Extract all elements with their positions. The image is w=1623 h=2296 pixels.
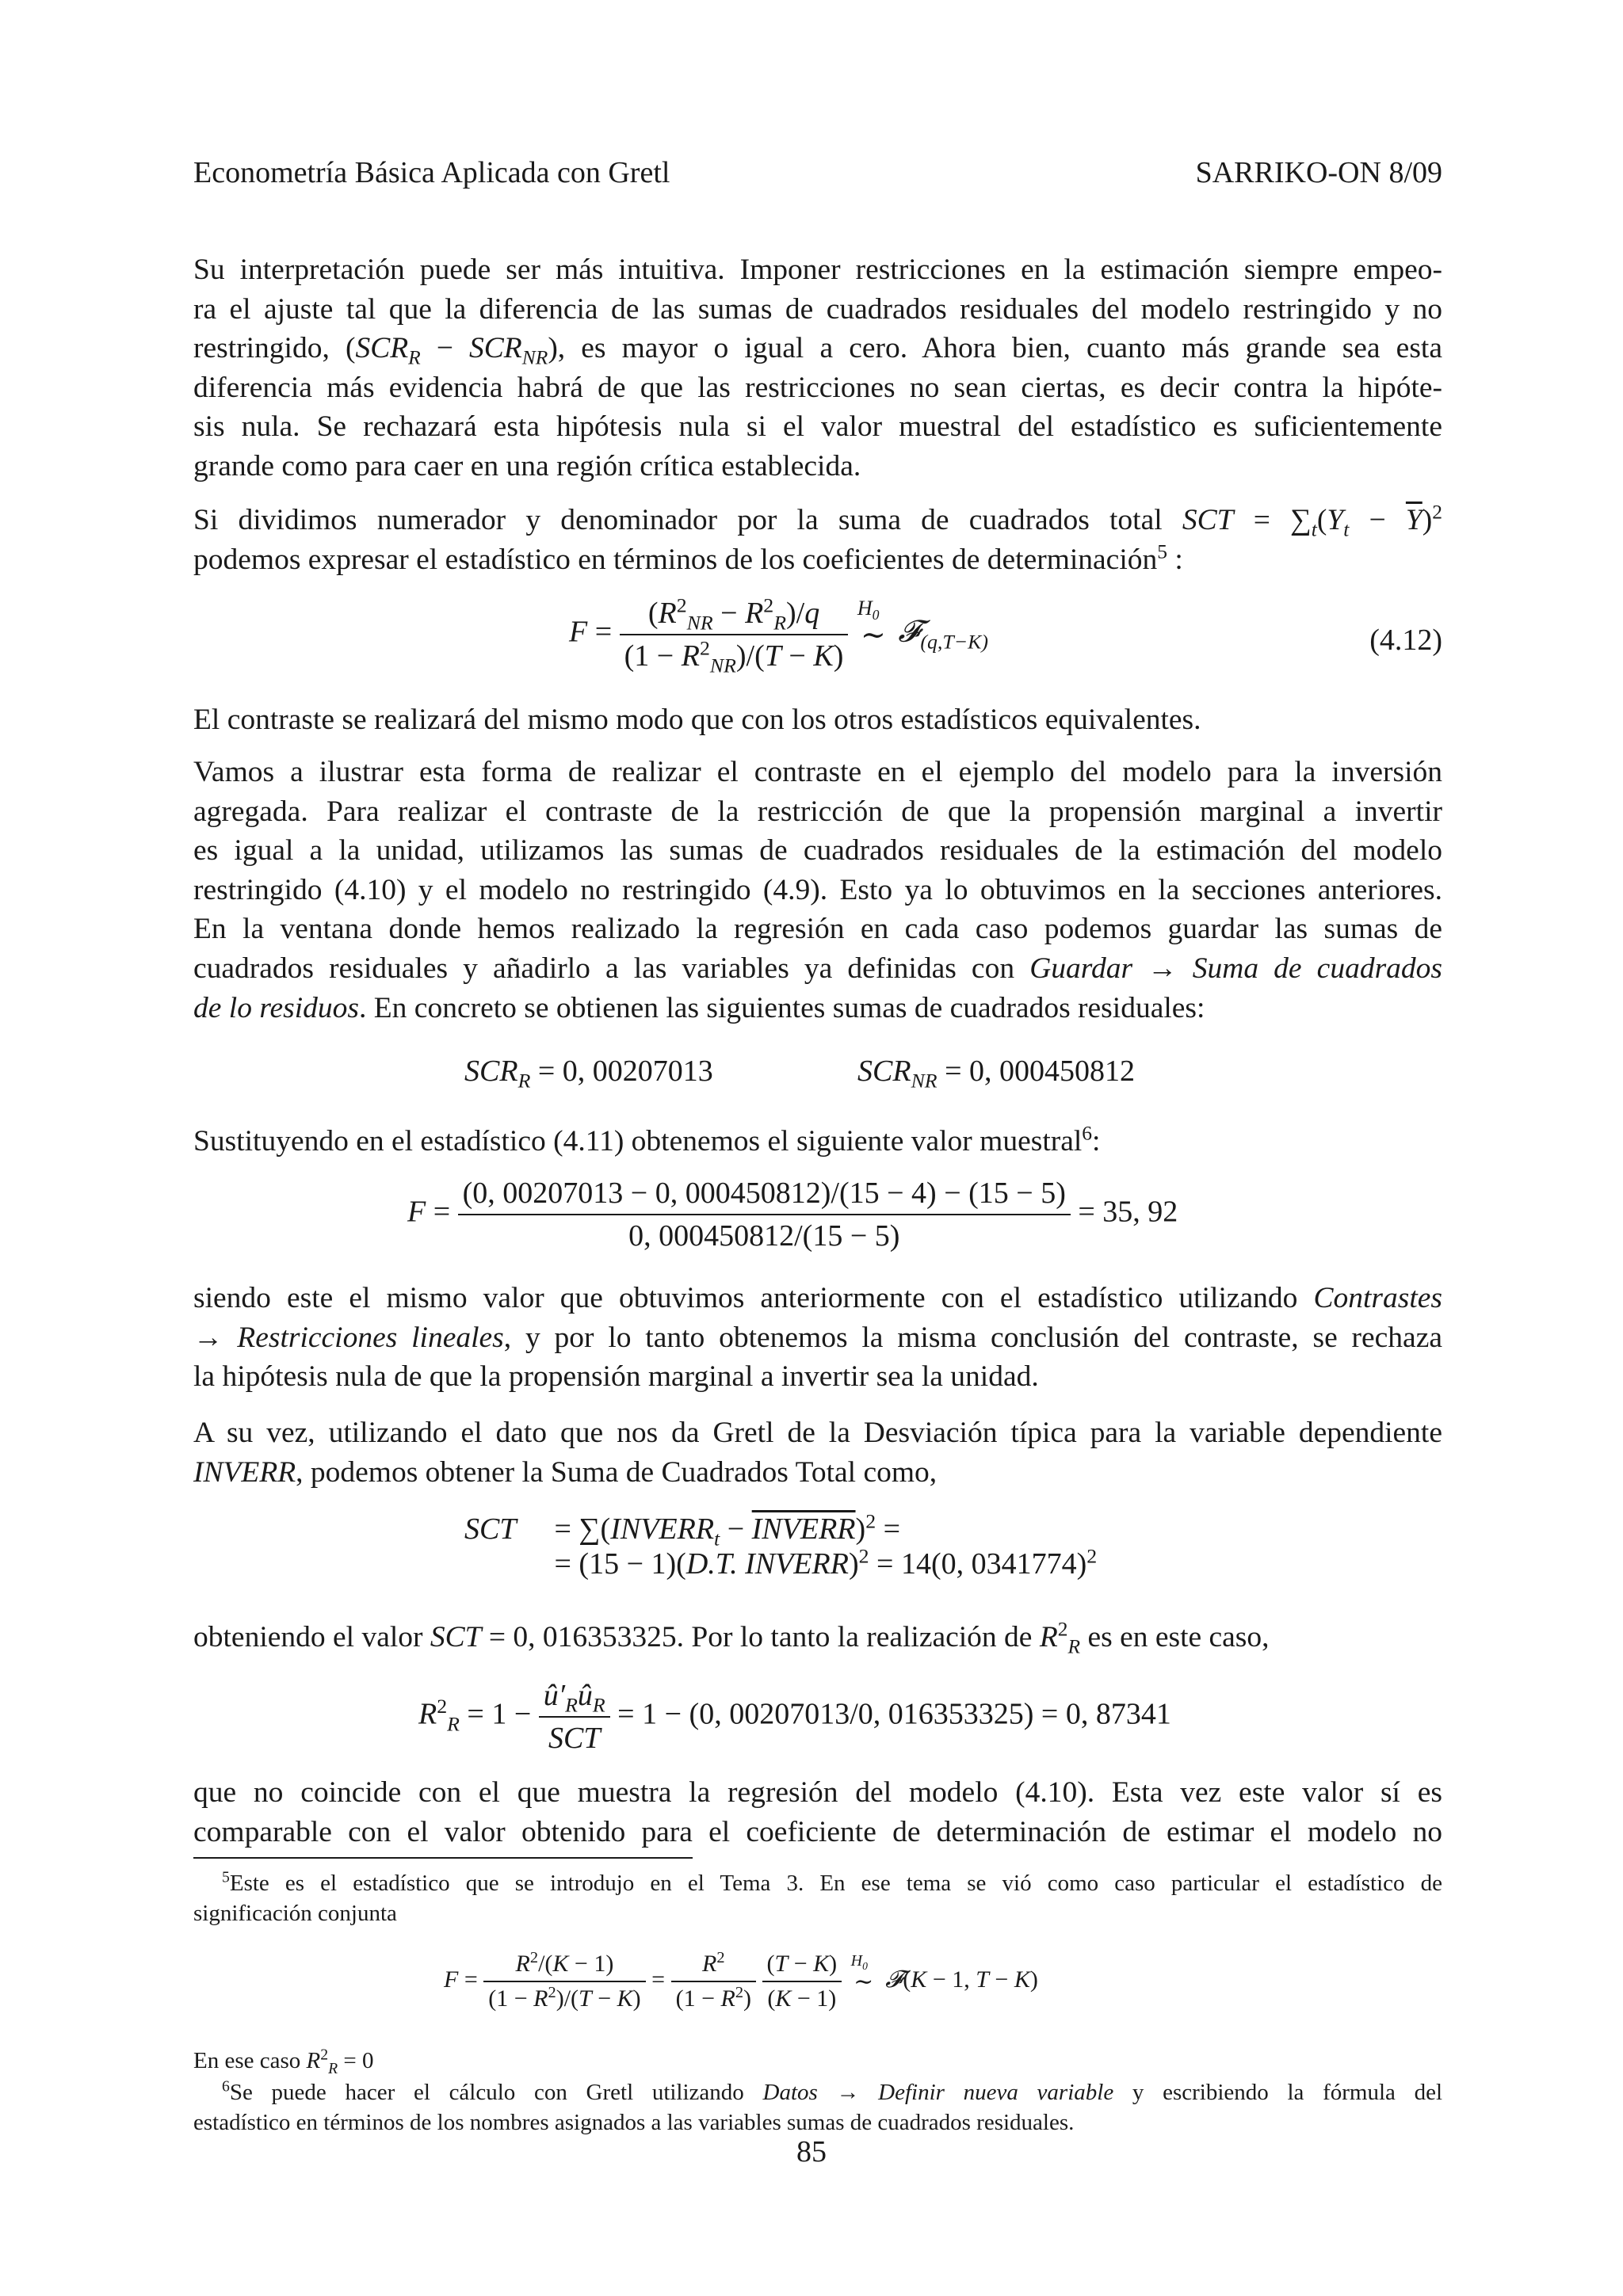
text-line: comparable con el valor obtenido para el coeficiente de determinación de estimar el modelo no xyxy=(193,1815,1442,1848)
paragraph-sct xyxy=(193,501,1442,579)
paragraph-contrast xyxy=(193,700,1442,740)
running-header-title: Econometría Básica Aplicada con Gretl xyxy=(193,156,670,189)
text-line: Su interpretación puede ser más intuitiva. Imponer restricciones en la estimación siempre empeo- xyxy=(193,254,1442,286)
equation-4-12: F = $\frac{(R^2_{NR} - R^2_R)/q}{(1 - R^2_{NR})/(T - K)}$ $H_0$ ∼ 𝓕$_{(q,T-K)}$ xyxy=(569,593,989,677)
paragraph-total-sum xyxy=(193,1413,1442,1492)
equation-scr-nr: $SCR_{NR} = 0$, 000450812 xyxy=(857,1055,1136,1093)
text-line: de lo residuos. En concreto se obtienen las siguientes sumas de cuadrados residuales: xyxy=(193,991,1205,1024)
text-line: cuadrados residuales y añadirlo a las variables ya definidas con Guardar → Suma de cuadrados xyxy=(193,952,1443,985)
text-line: → Restricciones lineales, y por lo tanto obtenemos la misma conclusión del contraste, se rechaza xyxy=(193,1321,1442,1354)
equation-scr-r: $SCR_R = 0$, 00207013 xyxy=(464,1055,713,1093)
footnote-line: $^6$Se puede hacer el cálculo con Gretl utilizando Datos → Definir nueva variable y escribiendo la fórmula del xyxy=(222,2077,1443,2105)
equation-sct: SCT = $\sum(INVERR_t$ − INVERR)$^2$ = = (15 − 1)(D.T. INVERR)$^2$ = 14(0, 0341774)$^2$ xyxy=(464,1509,1098,1581)
equation-footnote-f: F = $\frac{R^2/(K - 1)}{(1 - R^2)/(T - K)}$ = $\frac{R^2}{(1 - R^2)}$ $\frac{(T - K)}{(K - 1)}$ $H_0$ ∼ 𝓕(K − 1, T − K) xyxy=(444,1949,1038,2012)
footnote-line: En ese caso $R^2_R = 0$ xyxy=(193,2046,374,2077)
paragraph-example xyxy=(193,753,1442,1028)
equation-number: (4.12) xyxy=(1369,624,1442,657)
footnote-5-case xyxy=(193,2046,1442,2076)
footnote-rule xyxy=(193,1857,693,1859)
footnote-line: $^5$Este es el estadístico que se introdujo en el Tema 3. En ese tema se vió como caso particular el estadístico de xyxy=(222,1868,1442,1896)
paragraph-sct-value xyxy=(193,1618,1442,1657)
footnote-line: estadístico en términos de los nombres asignados a las variables sumas de cuadrados residuales. xyxy=(193,2110,1075,2135)
footnote-ref-5[interactable]: 5 xyxy=(1157,540,1167,563)
paragraph-substitution xyxy=(193,1122,1442,1161)
equation-f-value: F = $\frac{(0, 00207013 - 0, 000450812)/(15 - 4) - (15 - 5)}{0, 000450812/(15 - 5)}$ = 35, 92 xyxy=(407,1177,1178,1253)
paragraph-interpretation xyxy=(193,250,1442,486)
text-line: El contraste se realizará del mismo modo que con los otros estadísticos equivalentes. xyxy=(193,704,1201,736)
text-line: podemos expresar el estadístico en términos de los coeficientes de determinación$^5$ : xyxy=(193,540,1183,576)
footnote-ref-6[interactable]: 6 xyxy=(1082,1121,1093,1145)
menu-path: Datos → Definir nueva variable xyxy=(762,2080,1114,2105)
equation-r2-restricted: $R^2_R = 1$ − $\frac{û'_Rû_R}{\text{SCT}}$ = 1 − (0, 00207013/0, 016353325) = 0, 87341 xyxy=(418,1679,1171,1755)
text-line: En la ventana donde hemos realizado la regresión en cada caso podemos guardar las sumas de xyxy=(193,913,1442,946)
running-header-series: SARRIKO-ON 8/09 xyxy=(1195,156,1442,189)
text-line: obteniendo el valor SCT = 0, 016353325. Por lo tanto la realización de $R^2_R$ es en este caso, xyxy=(193,1617,1270,1658)
paragraph-comparison xyxy=(193,1773,1442,1852)
footnote-line: significación conjunta xyxy=(193,1901,397,1926)
text-line: A su vez, utilizando el dato que nos da Gretl de la Desviación típica para la variable dependiente xyxy=(193,1417,1442,1449)
text-line: Si dividimos numerador y denominador por la suma de cuadrados total SCT = $\sum_t(Y_t - \overline{Y})^2$ xyxy=(193,500,1443,541)
text-line: INVERR, podemos obtener la Suma de Cuadrados Total como, xyxy=(193,1455,938,1489)
text-line: que no coincide con el que muestra la regresión del modelo (4.10). Esta vez este valor sí es xyxy=(193,1776,1442,1809)
menu-path: de lo residuos xyxy=(193,991,360,1024)
text-line: la hipótesis nula de que la propensión marginal a invertir sea la unidad. xyxy=(193,1360,1039,1394)
text-line: diferencia más evidencia habrá de que las restricciones no sean ciertas, es decir contra la hipóte- xyxy=(193,371,1442,404)
text-line: agregada. Para realizar el contraste de la restricción de que la propensión marginal a invertir xyxy=(193,795,1442,828)
text-line: Vamos a ilustrar esta forma de realizar el contraste en el ejemplo del modelo para la inversión xyxy=(193,756,1442,788)
text-line: es igual a la unidad, utilizamos las sumas de cuadrados residuales de la estimación del modelo xyxy=(193,834,1442,868)
text-line: sis nula. Se rechazará esta hipótesis nula si el valor muestral del estadístico es suficientemente xyxy=(193,410,1442,444)
footnote-6 xyxy=(193,2077,1442,2138)
menu-path: Contrastes xyxy=(1313,1282,1443,1314)
text-line: ra el ajuste tal que la diferencia de las sumas de cuadrados residuales del modelo restringido y no xyxy=(193,292,1442,326)
text-line: grande como para caer en una región crítica establecida. xyxy=(193,449,861,482)
footnote-5 xyxy=(193,1868,1442,1928)
text-line: Sustituyendo en el estadístico (4.11) obtenemos el siguiente valor muestral$^6$: xyxy=(193,1121,1101,1158)
text-line: restringido (4.10) y el modelo no restringido (4.9). Esto ya lo obtuvimos en la secciones anteriores. xyxy=(193,873,1442,906)
page-number: 85 xyxy=(796,2135,827,2168)
text-line: restringido, $(SCR_R - SCR_{NR})$, es mayor o igual a cero. Ahora bien, cuanto más grande sea esta xyxy=(193,332,1442,369)
text-line: siendo este el mismo valor que obtuvimos anteriormente con el estadístico utilizando Contrastes xyxy=(193,1282,1443,1314)
menu-path: → Restricciones lineales xyxy=(193,1321,504,1354)
menu-path: Guardar → Suma de cuadrados xyxy=(1029,952,1443,985)
paragraph-conclusion xyxy=(193,1279,1442,1397)
